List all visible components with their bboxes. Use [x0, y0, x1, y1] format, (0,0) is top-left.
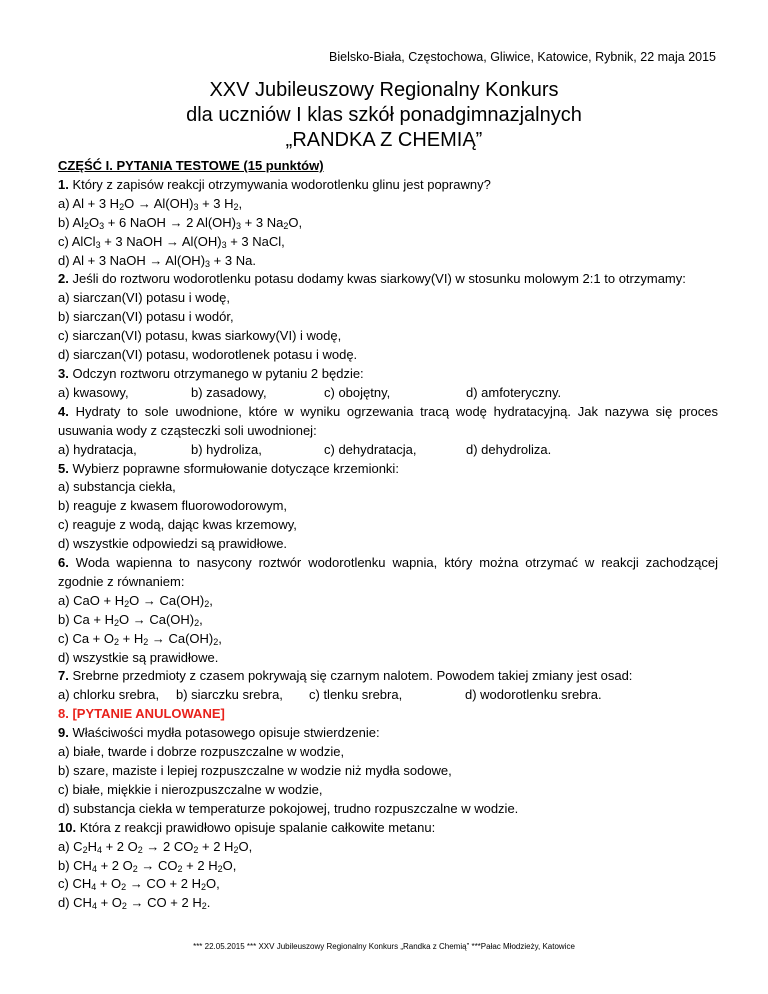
- q7-options: [58, 686, 718, 705]
- question-5: [58, 460, 718, 479]
- q3-option-b: b) zasadowy,: [191, 384, 267, 400]
- q9-option-d: d) substancja ciekła w temperaturze pokojowej, trudno rozpuszczalne w wodzie.: [58, 800, 519, 816]
- arrow-icon: →: [137, 195, 151, 211]
- q2-option-b: b) siarczan(VI) potasu i wodór,: [58, 309, 234, 325]
- q7-option-d: d) wodorotlenku srebra.: [465, 687, 602, 703]
- arrow-icon: →: [130, 895, 144, 911]
- question-text: Który z zapisów reakcji otrzymywania wodorotlenku glinu jest poprawny?: [72, 176, 491, 192]
- q7-option-a: a) chlorku srebra,: [58, 687, 160, 703]
- question-text: Wybierz poprawne sformułowanie dotyczące krzemionki:: [72, 460, 399, 476]
- q5-option-a: a) substancja ciekła,: [58, 479, 176, 495]
- question-text: Srebrne przedmioty z czasem pokrywają się czarnym nalotem. Powodem takiej zmiany jest osad:: [72, 668, 633, 684]
- q1-option-b: b) $Al_2O_3 + 6$ NaOH → 2 $Al(OH)_3 + 3$ $Na_2O$,: [58, 214, 303, 231]
- q2-option-d: d) siarczan(VI) potasu, wodorotlenek potasu i wodę.: [58, 347, 358, 363]
- place-date-line: Bielsko-Biała, Częstochowa, Gliwice, Katowice, Rybnik, 22 maja 2015: [329, 50, 716, 64]
- q6-option-a: a) CaO + $H_2O \to Ca(OH)_2$,: [58, 592, 213, 609]
- question-number: 1.: [58, 176, 69, 192]
- arrow-icon: →: [141, 857, 155, 873]
- contest-title: [0, 78, 768, 153]
- q9-option-c: c) białe, miękkie i nierozpuszczalne w wodzie,: [58, 781, 323, 797]
- question-9: [58, 724, 718, 743]
- q10-option-b: b) $CH_4 + 2$ $O_2 \to CO_2 + 2$ $H_2O$,: [58, 857, 237, 874]
- q4-option-b: b) hydroliza,: [191, 441, 262, 457]
- question-number: 5.: [58, 460, 69, 476]
- questions-section: [58, 157, 718, 913]
- question-text: Która z reakcji prawidłowo opisuje spalanie całkowite metanu:: [79, 819, 436, 835]
- q5-option-b: b) reaguje z kwasem fluorowodorowym,: [58, 498, 288, 514]
- q4-option-a: a) hydratacja,: [58, 441, 137, 457]
- q6-option-b: b) $Ca + H_2O \to Ca(OH)_2$,: [58, 611, 203, 628]
- q9-option-a: a) białe, twarde i dobrze rozpuszczalne w wodzie,: [58, 744, 345, 760]
- q7-option-c: c) tlenku srebra,: [309, 687, 403, 703]
- q5-option-c: c) reaguje z wodą, dając kwas krzemowy,: [58, 517, 297, 533]
- question-4: [58, 403, 718, 441]
- arrow-icon: →: [132, 611, 146, 627]
- question-3: [58, 365, 718, 384]
- question-6: [58, 554, 718, 592]
- q7-option-b: b) siarczku srebra,: [176, 687, 283, 703]
- q10-option-a: a) $C_2H_4 + 2$ $O_2 \to 2$ $CO_2 + 2$ $H_2O$,: [58, 838, 253, 855]
- question-text: Hydraty to sole uwodnione, które w wyniku ogrzewania tracą wodę hydratacyjną. Jak nazywa się proces usuwania wody z cząsteczki soli uwodnionej:: [58, 403, 718, 438]
- q1-option-a: a) Al + 3 $H_2O \to Al(OH)_3 + 3$ $H_2$,: [58, 195, 243, 212]
- q4-option-d: d) dehydroliza.: [466, 441, 552, 457]
- arrow-icon: →: [149, 252, 163, 268]
- question-10: [58, 819, 718, 838]
- arrow-icon: →: [169, 214, 183, 230]
- question-8-annulled: 8. [PYTANIE ANULOWANE]: [58, 706, 225, 722]
- question-number: 4.: [58, 403, 69, 419]
- question-1: [58, 176, 718, 195]
- q4-option-c: c) dehydratacja,: [324, 441, 417, 457]
- question-number: 3.: [58, 365, 69, 381]
- q3-option-a: a) kwasowy,: [58, 384, 129, 400]
- q1-option-d: d) Al + 3 NaOH → $Al(OH)_3 + 3$ Na.: [58, 252, 256, 269]
- q6-option-c: c) $Ca + O_2 + H_2 \to Ca(OH)_2$,: [58, 630, 222, 647]
- arrow-icon: →: [129, 876, 143, 892]
- arrow-icon: →: [142, 592, 156, 608]
- page-footer: *** 22.05.2015 *** XXV Jubileuszowy Regionalny Konkurs „Randka z Chemią” ***Pałac Młodzieży, Katowice: [193, 942, 575, 951]
- arrow-icon: →: [165, 233, 179, 249]
- q1-option-c: c) AlCl$_3$ + 3 NaOH → $Al(OH)_3 + 3$ NaCl,: [58, 233, 285, 250]
- q2-option-c: c) siarczan(VI) potasu, kwas siarkowy(VI) i wodę,: [58, 328, 342, 344]
- q6-option-d: d) wszystkie są prawidłowe.: [58, 649, 219, 665]
- title-line-2: dla uczniów I klas szkół ponadgimnazjalnych: [186, 104, 582, 126]
- q5-option-d: d) wszystkie odpowiedzi są prawidłowe.: [58, 536, 288, 552]
- q3-options: [58, 384, 718, 403]
- question-text: Właściwości mydła potasowego opisuje stwierdzenie:: [72, 725, 380, 741]
- q9-option-b: b) szare, maziste i lepiej rozpuszczalne w wodzie niż mydła sodowe,: [58, 763, 452, 778]
- question-7: [58, 667, 718, 686]
- question-text: Odczyn roztworu otrzymanego w pytaniu 2 będzie:: [72, 365, 364, 381]
- title-line-1: XXV Jubileuszowy Regionalny Konkurs: [209, 79, 559, 101]
- question-number: 6.: [58, 555, 69, 571]
- q3-option-c: c) obojętny,: [324, 384, 391, 400]
- question-text: Jeśli do roztworu wodorotlenku potasu dodamy kwas siarkowy(VI) w stosunku molowym 2:1 to otrzymamy:: [72, 271, 686, 287]
- question-text: Woda wapienna to nasycony roztwór wodorotlenku wapnia, który można otrzymać w reakcji zachodzącej zgodnie z równaniem:: [58, 555, 718, 589]
- question-2: [58, 270, 718, 289]
- q3-option-d: d) amfoteryczny.: [466, 384, 562, 400]
- section-heading: CZĘŚĆ I. PYTANIA TESTOWE (15 punktów): [58, 158, 324, 173]
- title-line-3: „RANDKA Z CHEMIĄ”: [285, 129, 483, 151]
- q4-options: [58, 441, 718, 460]
- question-number: 7.: [58, 668, 69, 684]
- q10-option-c: c) $CH_4 + O_2$ → CO + 2 $H_2O$,: [58, 876, 220, 893]
- question-number: 9.: [58, 725, 69, 741]
- question-number: 10.: [58, 819, 77, 835]
- question-number: 2.: [58, 271, 69, 287]
- arrow-icon: →: [146, 838, 160, 854]
- arrow-icon: →: [151, 630, 165, 646]
- q10-option-d: d) $CH_4 + O_2$ → CO + 2 $H_2$.: [58, 895, 211, 912]
- q2-option-a: a) siarczan(VI) potasu i wodę,: [58, 290, 230, 306]
